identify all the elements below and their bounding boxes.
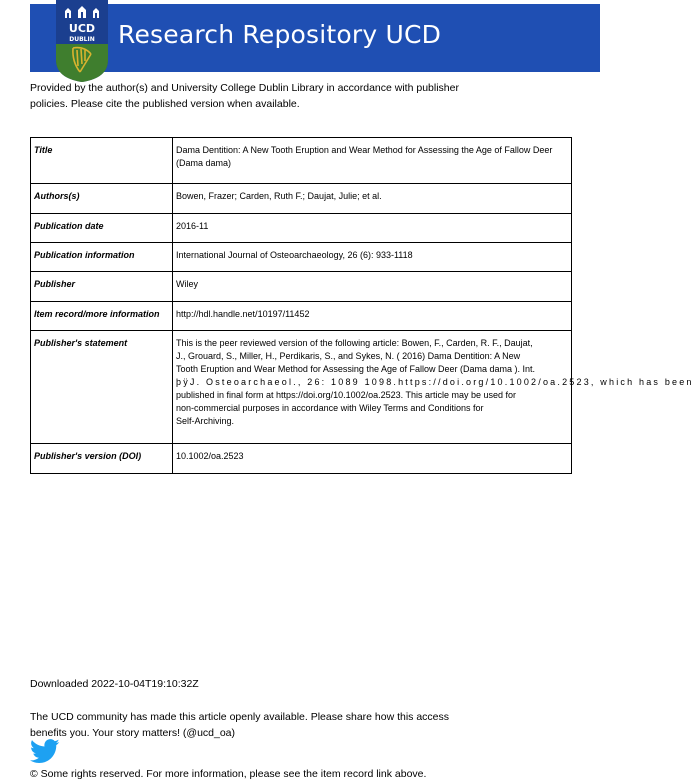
repository-title: Research Repository UCD bbox=[118, 20, 442, 49]
statement-line: published in final form at https://doi.org/10.1002/oa.2523. This article may be used for bbox=[176, 390, 517, 400]
publication-date-label: Publication date bbox=[31, 214, 173, 243]
publisher-statement-label: Publisher's statement bbox=[31, 331, 173, 444]
downloaded-timestamp: Downloaded 2022-10-04T19:10:32Z bbox=[30, 678, 199, 690]
table-row bbox=[31, 243, 572, 272]
record-table bbox=[30, 137, 694, 474]
authors-value: Bowen, Frazer; Carden, Ruth F.; Daujat, Julie; et al. bbox=[173, 184, 572, 214]
table-row bbox=[31, 138, 572, 184]
logo-ucd-text: UCD bbox=[68, 22, 96, 35]
doi-label: Publisher's version (DOI) bbox=[31, 444, 173, 474]
provided-notice: Provided by the author(s) and University College Dublin Library in accordance with publisher policies. Please cite the published version when available. bbox=[30, 82, 459, 110]
table-row bbox=[31, 331, 572, 444]
twitter-icon[interactable] bbox=[30, 739, 60, 764]
table-row bbox=[31, 302, 572, 331]
open-access-message: The UCD community has made this article openly available. Please share how this access benefits you. Your story matters! (@ucd_oa) bbox=[30, 711, 450, 739]
item-record-label: Item record/more information bbox=[31, 302, 173, 331]
logo-dublin-text: DUBLIN bbox=[69, 36, 95, 43]
statement-line: Self-Archiving. bbox=[176, 416, 235, 426]
table-row bbox=[31, 444, 572, 474]
table-row bbox=[31, 184, 572, 214]
table-row bbox=[31, 272, 572, 302]
statement-line: non-commercial purposes in accordance with Wiley Terms and Conditions for bbox=[176, 403, 484, 413]
publication-date-value: 2016-11 bbox=[173, 214, 572, 243]
authors-label: Authors(s) bbox=[31, 184, 173, 214]
publisher-value: Wiley bbox=[173, 272, 572, 302]
doi-value[interactable]: 10.1002/oa.2523 bbox=[173, 444, 572, 474]
statement-line: J., Grouard, S., Miller, H., Perdikaris, S., and Sykes, N. ( 2016) Dama Dentition: A New bbox=[176, 351, 521, 361]
title-value: Dama Dentition: A New Tooth Eruption and Wear Method for Assessing the Age of Fallow Deer (Dama dama) bbox=[173, 138, 572, 184]
copyright-notice: © Some rights reserved. For more information, please see the item record link above. bbox=[30, 768, 427, 780]
item-record-link[interactable]: http://hdl.handle.net/10197/11452 bbox=[173, 302, 572, 331]
title-label: Title bbox=[31, 138, 173, 184]
statement-line: þÿJ. Osteoarchaeol., 26: 1089 1098.https://doi.org/10.1002/oa.2523, which has been bbox=[176, 377, 694, 387]
statement-line: This is the peer reviewed version of the following article: Bowen, F., Carden, R. F., Daujat, bbox=[176, 338, 533, 348]
publisher-label: Publisher bbox=[31, 272, 173, 302]
publication-info-value: International Journal of Osteoarchaeology, 26 (6): 933-1118 bbox=[173, 243, 572, 272]
table-row bbox=[31, 214, 572, 243]
statement-line: Tooth Eruption and Wear Method for Assessing the Age of Fallow Deer (Dama dama ). Int. bbox=[176, 364, 536, 374]
publication-info-label: Publication information bbox=[31, 243, 173, 272]
ucd-logo bbox=[56, 0, 108, 82]
publisher-statement-value bbox=[173, 331, 694, 444]
